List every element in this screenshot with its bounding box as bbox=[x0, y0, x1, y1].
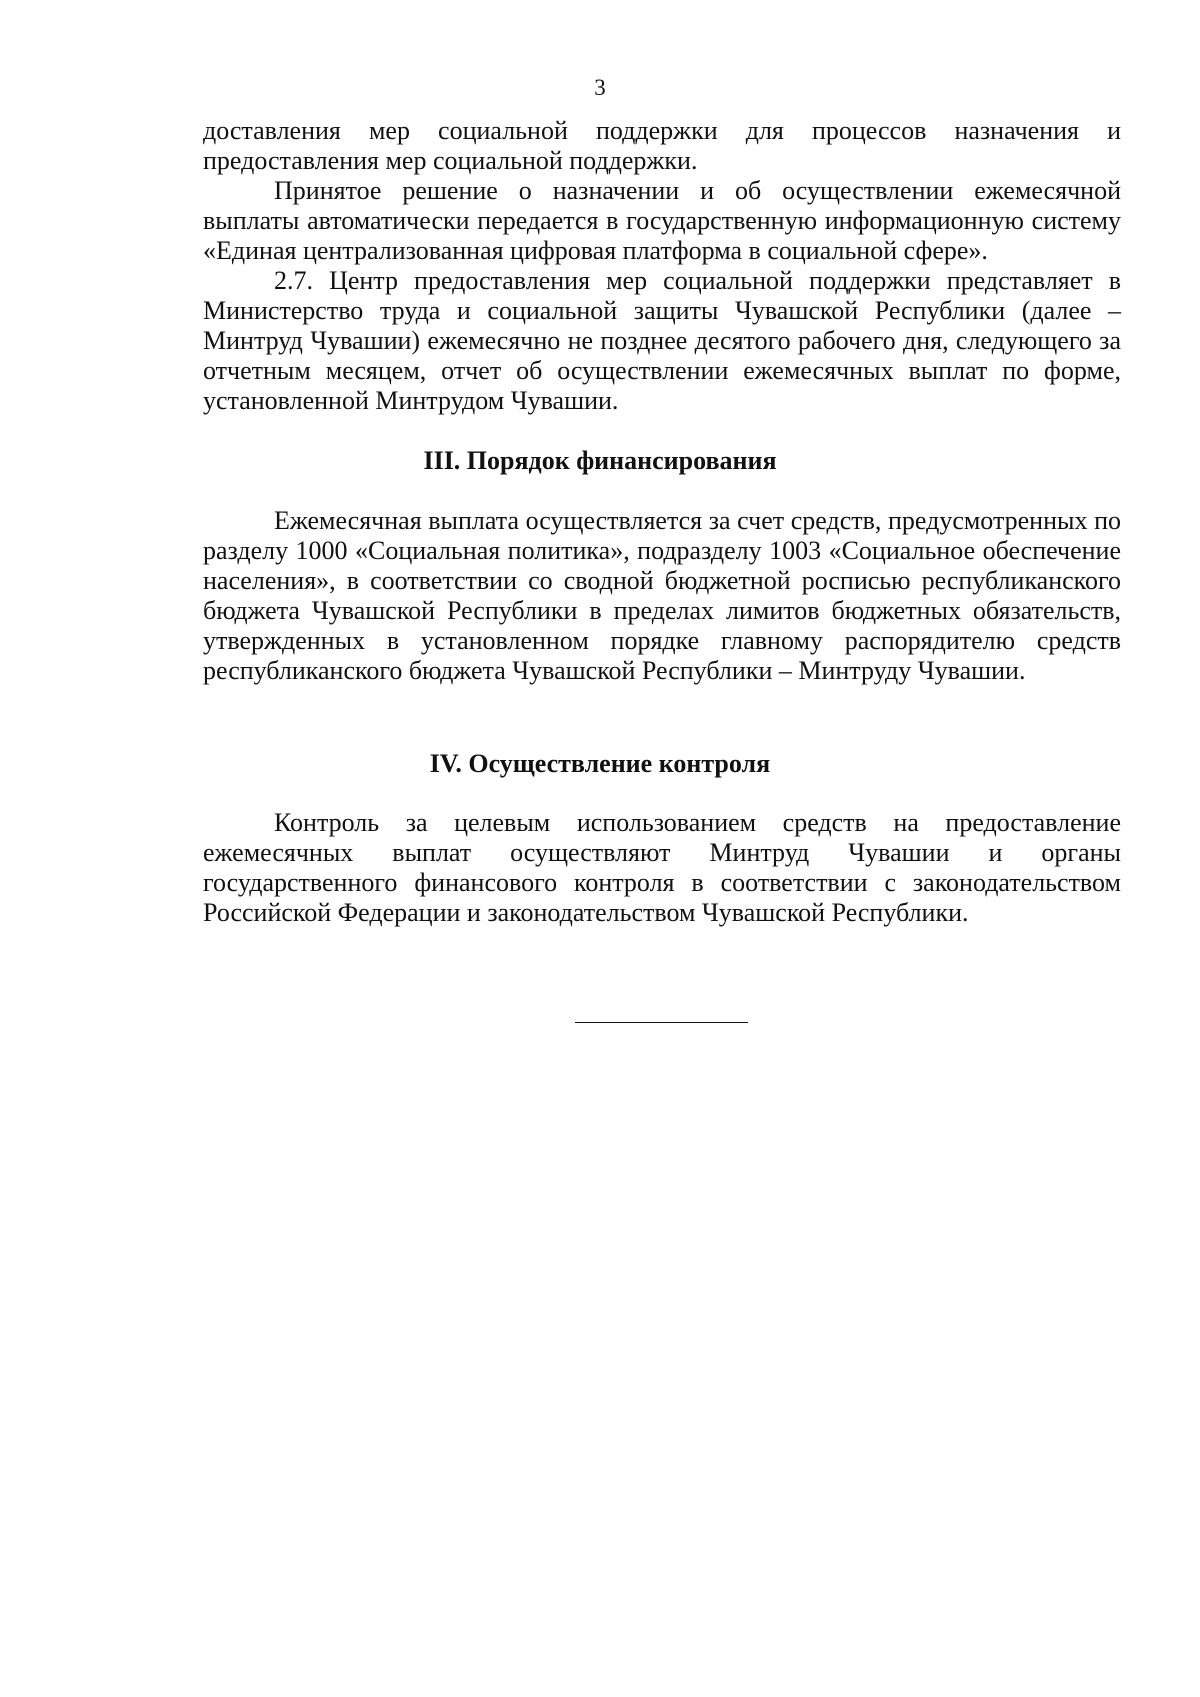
paragraph-financing: Ежемесячная выплата осуществляется за счет средств, предусмотренных по разделу 1000 «Социальная политика», подразделу 1003 «Социальное обеспечение населения», в соответствии со сводной бюджетной росписью республиканского бюджета Чувашской Республики в пределах лимитов бюджетных обязательств, утвержденных в установленном порядке главному распорядителю средств республиканского бюджета Чувашской Республики – Минтруду Чувашии. bbox=[203, 506, 1121, 685]
section-3-heading: III. Порядок финансирования bbox=[423, 446, 777, 475]
paragraph-control: Контроль за целевым использованием средств на предоставление ежемесячных выплат осуществляют Минтруд Чувашии и органы государственного финансового контроля в соответствии с законодательством Российской Федерации и законодательством Чувашской Республики. bbox=[203, 808, 1121, 927]
paragraph-decision-transfer: Принятое решение о назначении и об осуществлении ежемесячной выплаты автоматически передается в государственную информационную систему «Единая централизованная цифровая платформа в социальной сфере». bbox=[203, 176, 1121, 265]
paragraph-continued: доставления мер социальной поддержки для процессов назначения и предоставления мер социальной поддержки. bbox=[203, 116, 1121, 175]
section-2-continued bbox=[203, 116, 1121, 416]
section-3-body bbox=[203, 506, 1121, 686]
end-of-document-rule bbox=[575, 1022, 748, 1023]
paragraph-2-7-report: 2.7. Центр предоставления мер социальной поддержки представляет в Министерство труда и социальной защиты Чувашской Республики (далее – Минтруд Чувашии) ежемесячно не позднее десятого рабочего дня, следующего за отчетным месяцем, отчет об осуществлении ежемесячных выплат по форме, установленной Минтрудом Чувашии. bbox=[203, 266, 1121, 415]
section-4-body bbox=[203, 808, 1121, 928]
section-4-heading: IV. Осуществление контроля bbox=[429, 749, 771, 778]
page-number: 3 bbox=[594, 75, 606, 100]
